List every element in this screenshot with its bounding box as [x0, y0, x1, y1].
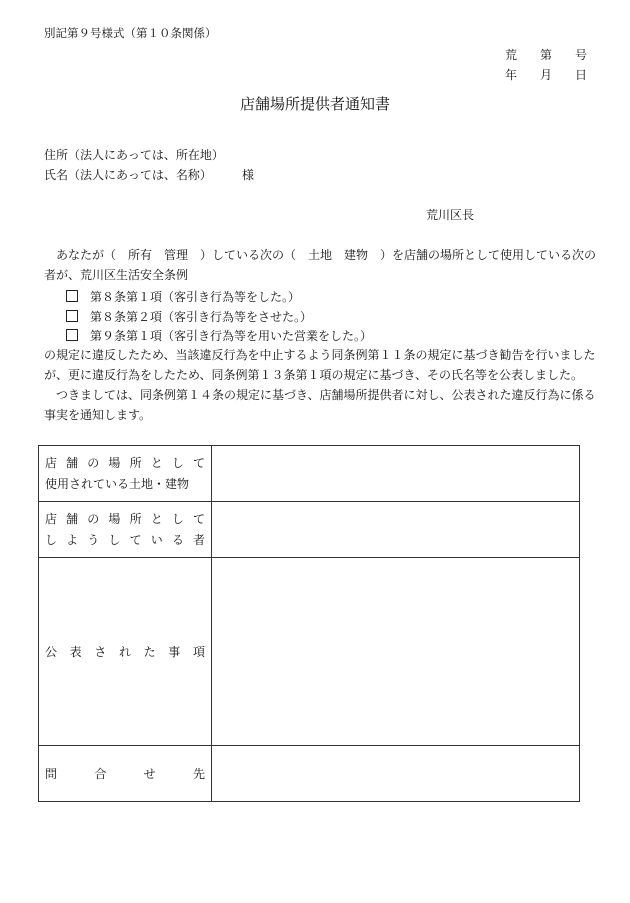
- label-char: し: [108, 533, 121, 547]
- label-char: た: [143, 644, 156, 659]
- table-row: [39, 446, 580, 502]
- label-char: 所: [129, 512, 142, 526]
- date-year: 年: [505, 68, 518, 82]
- form-number: 別記第９号様式（第１０条関係）: [44, 26, 217, 40]
- value-contact[interactable]: [212, 746, 580, 802]
- value-published-matters[interactable]: [212, 558, 580, 746]
- label-line: [39, 457, 211, 469]
- date-day: 日: [574, 68, 587, 82]
- label-char: 所: [129, 456, 142, 470]
- body-line: 者が、荒川区生活安全条例: [44, 268, 189, 282]
- label-text: 使用されている土地・建物: [45, 477, 190, 491]
- label-published-matters: [39, 558, 212, 746]
- label-char: て: [129, 533, 142, 547]
- label-char: い: [150, 533, 163, 547]
- checkbox-label: 第９条第１項（客引き行為等を用いた営業をした。）: [90, 329, 373, 343]
- label-contact: [39, 746, 212, 802]
- label-line: [39, 646, 211, 658]
- body-line: が、更に違反行為をしたため、同条例第１３条第１項の規定に基づき、その氏名等を公表しました。: [44, 368, 584, 382]
- doc-number-dai: 第: [539, 48, 552, 62]
- table-row: [39, 558, 580, 746]
- checkbox-item: [66, 290, 300, 303]
- body-line: つきましては、同条例第１４条の規定に基づき、店舗場所提供者に対し、公表された違反行為に係る: [56, 388, 596, 402]
- label-char: 店: [45, 512, 58, 526]
- label-land-building: [39, 446, 212, 502]
- label-char: 公: [45, 644, 58, 659]
- label-line: [39, 768, 211, 780]
- label-char: と: [150, 456, 163, 470]
- label-char: れ: [118, 644, 131, 659]
- label-char: し: [171, 456, 184, 470]
- label-char: う: [87, 533, 100, 547]
- label-line: [39, 478, 211, 490]
- label-char: 項: [192, 644, 205, 659]
- label-char: て: [192, 456, 205, 470]
- label-char: 舗: [66, 456, 79, 470]
- body-line: あなたが（ 所有 管理 ）している次の（ 土地 建物 ）を店舗の場所として使用している次の: [56, 248, 597, 262]
- label-char: て: [192, 512, 205, 526]
- label-char: 場: [108, 512, 121, 526]
- doc-number-go: 号: [574, 48, 587, 62]
- checkbox-label: 第８条第１項（客引き行為等をした。）: [90, 290, 301, 304]
- table-row: [39, 502, 580, 558]
- label-char: 先: [192, 766, 205, 781]
- addressee-address-label: 住所（法人にあっては、所在地）: [44, 148, 224, 162]
- body-line: 事実を通知します。: [44, 408, 152, 422]
- doc-number-office: 荒: [505, 48, 518, 62]
- label-char: 舗: [66, 512, 79, 526]
- label-char: し: [45, 533, 58, 547]
- label-char: と: [150, 512, 163, 526]
- date-month: 月: [539, 68, 552, 82]
- checkbox[interactable]: [66, 329, 78, 341]
- date-row: [505, 69, 587, 81]
- issuer: 荒川区長: [426, 208, 475, 222]
- checkbox-item: [66, 329, 372, 342]
- label-char: せ: [143, 766, 156, 781]
- label-line: [39, 513, 211, 525]
- info-table: [38, 445, 580, 802]
- label-char: の: [87, 456, 100, 470]
- label-char: 事: [168, 644, 181, 659]
- honorific: 様: [242, 168, 255, 182]
- label-char: の: [87, 512, 100, 526]
- label-char: 表: [69, 644, 82, 659]
- label-char: さ: [94, 644, 107, 659]
- addressee-name-label: 氏名（法人にあっては、名称）: [44, 168, 212, 182]
- table-row: [39, 746, 580, 802]
- checkbox[interactable]: [66, 310, 78, 322]
- document-number-row: [505, 49, 587, 61]
- value-land-building[interactable]: [212, 446, 580, 502]
- label-char: る: [171, 533, 184, 547]
- label-char: し: [171, 512, 184, 526]
- label-line: [39, 534, 211, 546]
- label-char: 合: [94, 766, 107, 781]
- label-char: 者: [192, 533, 205, 547]
- body-line: の規定に違反したため、当該違反行為を中止するよう同条例第１１条の規定に基づき勧告を行いました: [44, 348, 596, 362]
- label-char: 場: [108, 456, 121, 470]
- document-title: 店舗場所提供者通知書: [239, 95, 390, 113]
- label-char: 問: [45, 766, 58, 781]
- label-char: 店: [45, 456, 58, 470]
- label-char: よ: [66, 533, 79, 547]
- checkbox-item: [66, 310, 312, 323]
- checkbox-label: 第８条第２項（客引き行為等をさせた。）: [90, 310, 313, 324]
- value-user[interactable]: [212, 502, 580, 558]
- checkbox[interactable]: [66, 290, 78, 302]
- label-user: [39, 502, 212, 558]
